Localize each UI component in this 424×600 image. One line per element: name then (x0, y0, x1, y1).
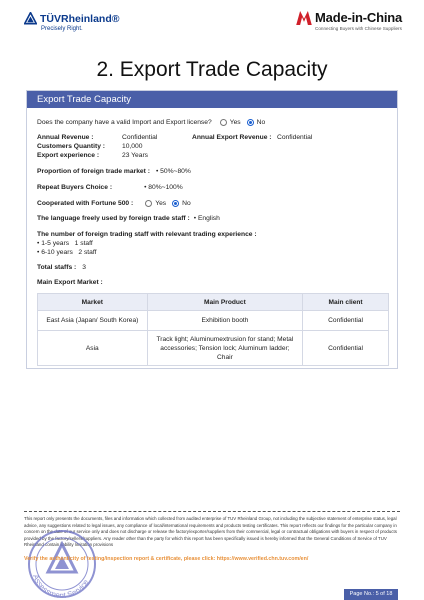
table-row (38, 311, 389, 331)
tuv-triangle-icon (24, 12, 37, 25)
list-item: • 1-5 years 1 staff (37, 240, 93, 247)
made-in-china-logo (296, 10, 402, 31)
column-header: Main client (303, 294, 389, 311)
svg-text:Assessment Service (31, 573, 91, 600)
radio-unchecked-icon (220, 119, 227, 126)
repeat-buyers-label: Repeat Buyers Choice : (37, 184, 113, 191)
bullet-icon: • (193, 215, 198, 222)
language-value: English (197, 215, 220, 222)
total-staffs-row (37, 264, 387, 271)
staff-number-block (37, 231, 387, 256)
table-row (38, 331, 389, 366)
page-number-badge: Page No.: 5 of 18 (344, 589, 398, 600)
language-label: The language freely used by foreign trade staff : (37, 215, 190, 222)
main-export-market-label: Main Export Market : (37, 279, 103, 286)
table-cell: Exhibition booth (147, 311, 303, 331)
annual-export-revenue-value: Confidential (277, 134, 313, 141)
license-row (37, 119, 387, 126)
table-cell: Track light; Aluminumextrusion for stand; Metal accessories; Tension lock; Aluminum ladder; Chair (147, 331, 303, 366)
radio-label: No (182, 200, 191, 207)
license-no-radio[interactable] (247, 119, 266, 126)
fortune500-label: Cooperated with Fortune 500 : (37, 200, 134, 207)
footer-divider (24, 511, 400, 512)
tuv-brand-text: TÜVRheinland® (40, 12, 120, 25)
table-cell: Confidential (303, 311, 389, 331)
staff-item-text: 6-10 years 2 staff (41, 249, 97, 256)
annual-export-revenue-label: Annual Export Revenue : (192, 134, 272, 141)
foreign-trade-label: Proportion of foreign trade market : (37, 168, 150, 175)
export-experience-value: 23 Years (122, 152, 149, 159)
tuv-logo (24, 12, 120, 32)
language-row (37, 215, 387, 222)
fortune500-no-radio[interactable] (172, 200, 191, 207)
table-cell: Asia (38, 331, 148, 366)
table-header-row (38, 294, 389, 311)
bullet-icon: • (155, 168, 161, 175)
foreign-trade-value: 50%~80% (160, 168, 191, 175)
assessment-service-stamp (22, 528, 102, 600)
revenue-grid (37, 134, 387, 159)
market-table (37, 293, 389, 366)
column-header: Market (38, 294, 148, 311)
verify-link[interactable]: Verify the authenticity of testing/inspection report & certificate, please click: https://www.verified.chn.tuv.com/en/ (24, 556, 309, 562)
export-experience-label: Export experience : (37, 152, 100, 159)
radio-checked-icon (172, 200, 179, 207)
staff-item-text: 1-5 years 1 staff (41, 240, 93, 247)
list-item: • 6-10 years 2 staff (37, 249, 97, 256)
stamp-text: Assessment Service (30, 573, 91, 600)
radio-label: Yes (155, 200, 167, 207)
radio-checked-icon (247, 119, 254, 126)
annual-revenue-value: Confidential (122, 134, 158, 141)
license-yes-radio[interactable] (220, 119, 241, 126)
export-trade-card (26, 90, 398, 369)
page-title: 2. Export Trade Capacity (96, 58, 328, 81)
mic-tagline: Connecting Buyers with Chinese Suppliers (315, 26, 402, 31)
customers-quantity-label: Customers Quantity : (37, 143, 105, 150)
staff-number-label: The number of foreign trading staff with relevant trading experience : (37, 231, 257, 238)
annual-revenue-label: Annual Revenue : (37, 134, 94, 141)
page-header (0, 0, 424, 48)
foreign-trade-row (37, 168, 387, 175)
total-staffs-label: Total staffs : (37, 264, 77, 271)
bullet-icon: • (144, 184, 149, 191)
fortune500-yes-radio[interactable] (145, 200, 166, 207)
table-cell: East Asia (Japan/ South Korea) (38, 311, 148, 331)
mic-m-icon (296, 11, 312, 25)
total-staffs-value: 3 (82, 264, 86, 271)
customers-quantity-value: 10,000 (122, 143, 143, 150)
column-header: Main Product (147, 294, 303, 311)
tuv-tagline: Precisely Right. (41, 26, 83, 32)
radio-unchecked-icon (145, 200, 152, 207)
radio-label: No (256, 119, 266, 126)
radio-label: Yes (229, 119, 241, 126)
footer-disclaimer: This report only presents the documents, files and information which collected from audited enterprise of TUV Rheinland Group, not including the subjective statement of enterprise status, legal advice, any suggestions related to legal issues, any compliance of local/international requirements and products testing certificates. This report reflects our findings for the particular company in concern on the date of our service only and does not discharge or release the factory/exporter/suppliers from their commercial, legal or contractual obligations with buyers in respect of products provided by the factory/sellers/suppliers. Any reader other than the party for which this report has been specifically issued is hereby informed that the General Conditions of Service of TUV Rheinland contain liability limitation provisions (24, 516, 397, 547)
repeat-buyers-row (37, 184, 387, 191)
repeat-buyers-value: 80%~100% (148, 184, 183, 191)
mic-brand-text: Made-in-China (315, 10, 402, 25)
fortune500-row (37, 200, 387, 207)
license-question: Does the company have a valid Import and Export license? (37, 119, 212, 126)
table-cell: Confidential (303, 331, 389, 366)
card-title: Export Trade Capacity (27, 91, 397, 108)
